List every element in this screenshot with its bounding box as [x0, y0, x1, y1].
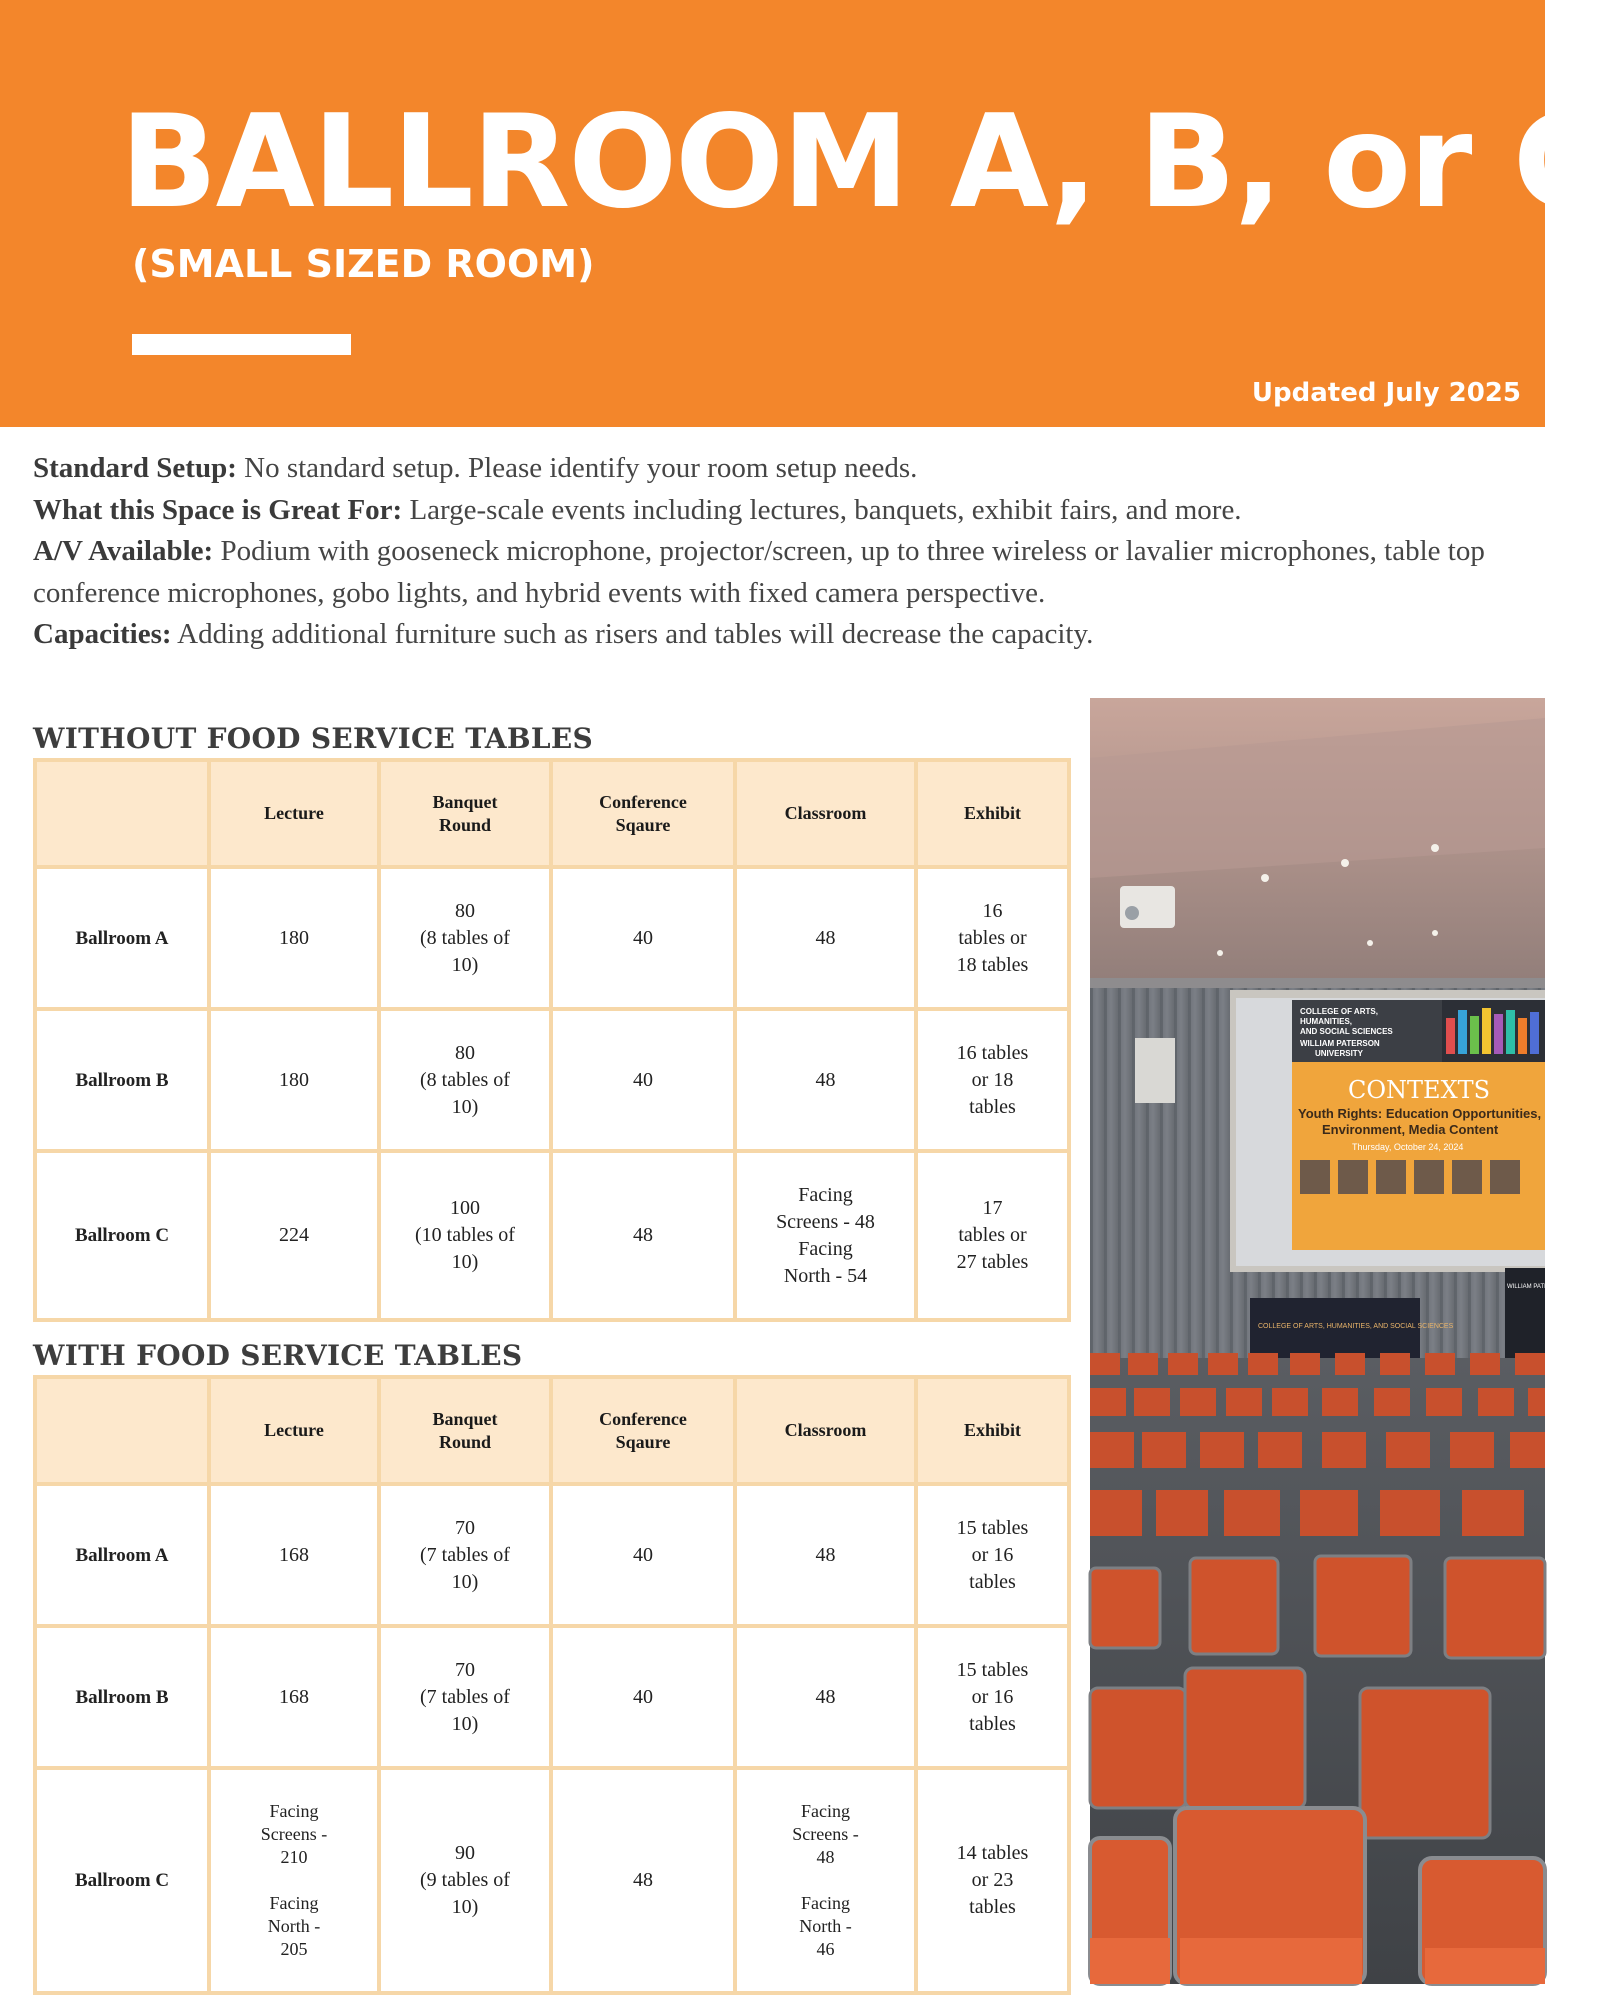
table-cell	[551, 867, 735, 1009]
table-cell	[735, 1626, 916, 1768]
screen-date: Thursday, October 24, 2024	[1352, 1142, 1464, 1152]
updated-date: Updated July 2025	[1251, 378, 1521, 408]
table-cell	[209, 1626, 379, 1768]
cell-value: 48	[815, 1068, 836, 1091]
header-cell-conference: Conference Sqaure	[551, 760, 735, 867]
standard-setup-text: No standard setup. Please identify your room setup needs.	[236, 452, 918, 484]
cell-value: 48	[815, 1543, 836, 1566]
cell-value: 48	[633, 1869, 653, 1891]
table-row	[35, 867, 1069, 1009]
cell-value: 70 (7 tables of 10)	[420, 1516, 510, 1593]
table-cell	[379, 1009, 551, 1151]
table-cell	[916, 867, 1069, 1009]
av-available	[33, 531, 1523, 614]
cell-value: 80 (8 tables of 10)	[420, 899, 510, 976]
cell-value: 16 tables or 18 tables	[956, 1041, 1029, 1118]
av-label: A/V Available:	[33, 535, 214, 567]
without-food-heading: WITHOUT FOOD SERVICE TABLES	[33, 722, 593, 755]
ballroom-photo	[1090, 698, 1566, 1984]
cell-value: Facing Screens - 48 Facing North - 46	[792, 1801, 859, 1959]
cell-value: 48	[633, 1224, 653, 1246]
great-for-label: What this Space is Great For:	[33, 493, 403, 526]
table-cell	[209, 1009, 379, 1151]
table-cell	[735, 1151, 916, 1320]
cell-value: 40	[633, 1543, 653, 1566]
table-row	[35, 1626, 1069, 1768]
cell-value: 168	[279, 1685, 309, 1708]
header-cell-exhibit: Exhibit	[916, 760, 1069, 867]
cell-value: 14 tables or 23 tables	[956, 1842, 1029, 1918]
standard-setup-label: Standard Setup:	[33, 452, 237, 484]
cell-value: 40	[633, 1685, 653, 1708]
table-row	[35, 1151, 1069, 1320]
cell-value: 90 (9 tables of 10)	[420, 1842, 510, 1918]
title-underline	[132, 334, 351, 355]
cell-value: 180	[279, 926, 309, 949]
cell-value: 48	[815, 926, 836, 949]
table-cell	[551, 1484, 735, 1626]
screen-line-3: AND SOCIAL SCIENCES	[1300, 1027, 1393, 1036]
cell-value: 17 tables or 27 tables	[956, 1197, 1029, 1273]
row-header-cell: Ballroom A	[35, 867, 209, 1009]
podium-banner-text: COLLEGE OF ARTS, HUMANITIES, AND SOCIAL SCIENCES	[1258, 1323, 1454, 1330]
header-cell-classroom: Classroom	[735, 760, 916, 867]
cell-value: 80 (8 tables of 10)	[420, 1041, 510, 1118]
cell-value: 100 (10 tables of 10)	[415, 1197, 515, 1273]
great-for	[33, 490, 1523, 532]
table-row	[35, 1768, 1069, 1993]
standard-setup	[33, 448, 1523, 490]
table-header-row	[35, 1377, 1069, 1484]
screen-line-2: HUMANITIES,	[1300, 1017, 1352, 1026]
ballroom-photo-drawing	[1090, 698, 1566, 1984]
table-cell	[735, 867, 916, 1009]
table-row	[35, 1009, 1069, 1151]
cell-value: 224	[279, 1224, 309, 1246]
header-banner	[0, 0, 1605, 427]
cell-value: 40	[633, 926, 653, 949]
header-cell-classroom: Classroom	[735, 1377, 916, 1484]
table-cell	[379, 1768, 551, 1993]
table-cell	[379, 1484, 551, 1626]
row-header-cell: Ballroom C	[35, 1151, 209, 1320]
header-cell-lecture: Lecture	[209, 760, 379, 867]
screen-subtitle-1: Youth Rights: Education Opportunities,	[1298, 1106, 1542, 1121]
with-food-heading: WITH FOOD SERVICE TABLES	[33, 1339, 523, 1372]
header-cell-lecture: Lecture	[209, 1377, 379, 1484]
capacities-label: Capacities:	[33, 618, 172, 650]
screen-line-5: UNIVERSITY	[1315, 1049, 1364, 1058]
table-row	[35, 1484, 1069, 1626]
page-subtitle: (SMALL SIZED ROOM)	[132, 242, 595, 286]
header-cell-banquet: Banquet Round	[379, 1377, 551, 1484]
cell-value: 70 (7 tables of 10)	[420, 1658, 510, 1735]
header-cell-empty	[35, 760, 209, 867]
table-cell	[916, 1009, 1069, 1151]
table-cell	[916, 1768, 1069, 1993]
screen-subtitle-2: Environment, Media Content	[1322, 1122, 1499, 1137]
table-cell	[735, 1009, 916, 1151]
av-text: Podium with gooseneck microphone, projector/screen, up to three wireless or lavalier microphones, table top conference microphones, gobo lights, and hybrid events with fixed camera perspective.	[33, 535, 1485, 609]
podium-side-text: WILLIAM PATERSON	[1507, 1284, 1566, 1290]
table-cell	[551, 1151, 735, 1320]
capacities	[33, 614, 1523, 656]
header-cell-banquet: Banquet Round	[379, 760, 551, 867]
table-cell	[379, 867, 551, 1009]
cell-value: 40	[633, 1068, 653, 1091]
room-description	[33, 448, 1523, 656]
header-cell-empty	[35, 1377, 209, 1484]
table-cell	[209, 867, 379, 1009]
table-header-row	[35, 760, 1069, 867]
table-cell	[209, 1768, 379, 1993]
table-cell	[209, 1151, 379, 1320]
great-for-text: Large-scale events including lectures, banquets, exhibit fairs, and more.	[402, 493, 1242, 526]
table-cell	[916, 1151, 1069, 1320]
header-cell-conference: Conference Sqaure	[551, 1377, 735, 1484]
capacities-text: Adding additional furniture such as risers and tables will decrease the capacity.	[171, 618, 1094, 650]
table-cell	[916, 1626, 1069, 1768]
screen-line-1: COLLEGE OF ARTS,	[1300, 1007, 1378, 1016]
table-cell	[735, 1768, 916, 1993]
table-cell	[551, 1009, 735, 1151]
table-cell	[379, 1151, 551, 1320]
table-cell	[379, 1626, 551, 1768]
without-food-table	[33, 758, 1071, 1322]
cell-value: 180	[279, 1068, 309, 1091]
page-title: BALLROOM A, B, or C	[120, 88, 1605, 237]
cell-value: 48	[815, 1685, 836, 1708]
screen-line-4: WILLIAM PATERSON	[1300, 1039, 1380, 1048]
table-cell	[209, 1484, 379, 1626]
cell-value: 15 tables or 16 tables	[956, 1516, 1029, 1593]
cell-value: 168	[279, 1543, 309, 1566]
table-cell	[916, 1484, 1069, 1626]
with-food-table	[33, 1375, 1071, 1995]
cell-value: Facing Screens - 48 Facing North - 54	[776, 1183, 875, 1287]
row-header-cell: Ballroom B	[35, 1626, 209, 1768]
row-header-cell: Ballroom C	[35, 1768, 209, 1993]
header-cell-exhibit: Exhibit	[916, 1377, 1069, 1484]
table-cell	[551, 1768, 735, 1993]
cell-value: 15 tables or 16 tables	[956, 1658, 1029, 1735]
table-cell	[735, 1484, 916, 1626]
table-cell	[551, 1626, 735, 1768]
row-header-cell: Ballroom B	[35, 1009, 209, 1151]
screen-title: CONTEXTS	[1348, 1076, 1491, 1104]
cell-value: 16 tables or 18 tables	[956, 899, 1029, 976]
cell-value: Facing Screens - 210 Facing North - 205	[260, 1801, 328, 1959]
row-header-cell: Ballroom A	[35, 1484, 209, 1626]
